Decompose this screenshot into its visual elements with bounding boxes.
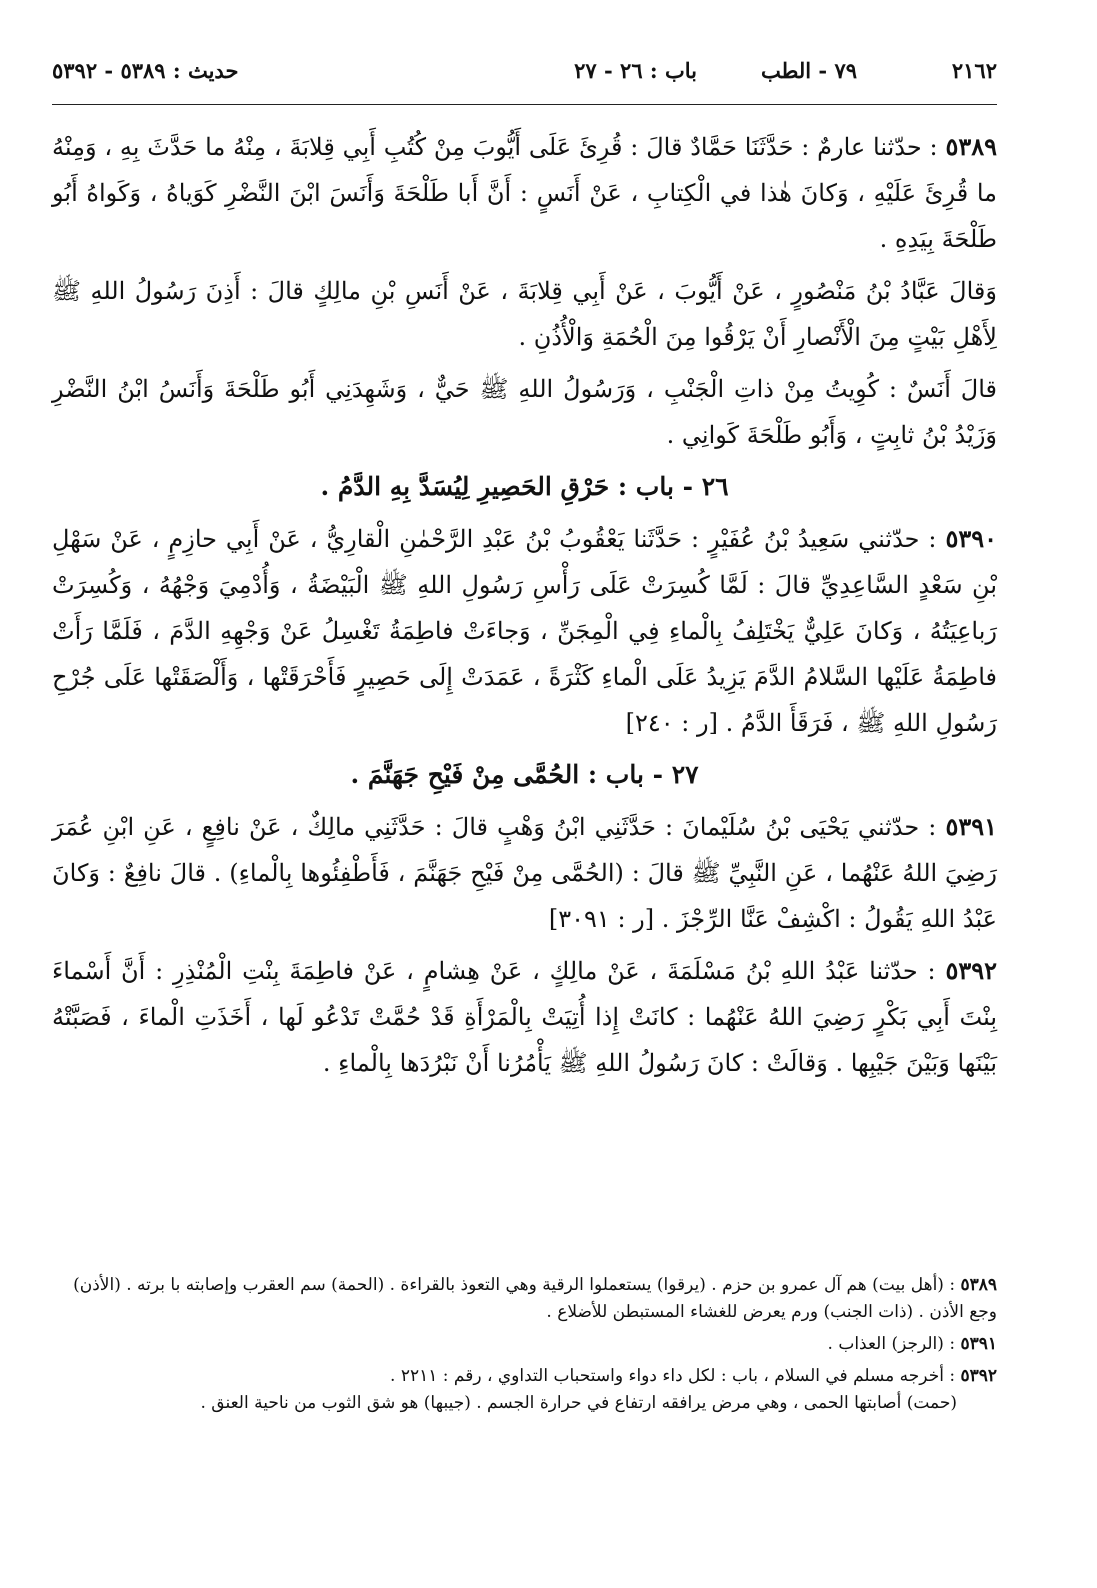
hadith-range: حديث : ٥٣٨٩ - ٥٣٩٢ <box>52 58 239 83</box>
main-text <box>52 124 997 1092</box>
footnote-text: : (أهل بيت) هم آل عمرو بن حزم . (يرقوا) يستعملوا الرقية وهي التعوذ بالقراءة . (الحمة) سم العقرب وإصابته با برته . (الأذن) وجع الأذن . (ذات الجنب) ورم يعرض للغشاء المستبطن للأضلاع . <box>73 1275 997 1322</box>
bab-range: باب : ٢٦ - ٢٧ <box>574 58 697 83</box>
footnotes <box>52 1272 997 1422</box>
hadith-number: ٥٣٨٩ <box>945 132 997 161</box>
footnote-text: : (الرجز) العذاب . <box>827 1334 956 1354</box>
hadith-5390 <box>52 516 997 746</box>
cross-reference: [ر : ٢٤٠] <box>625 709 718 737</box>
header-rule <box>52 104 997 105</box>
book-title: ٧٩ - الطب <box>761 58 857 83</box>
hadith-5389-para-3: قالَ أَنَسٌ : كُوِيتُ مِنْ ذاتِ الْجَنْبِ ، وَرَسُولُ اللهِ ﷺ حَيٌّ ، وَشَهِدَنِي أَبُو طَلْحَةَ وَأَنَسُ ابْنُ النَّضْرِ وَزَيْدُ بْنُ ثابِتٍ ، وَأَبُو طَلْحَةَ كَوانِي . <box>52 375 997 449</box>
chapter-heading-26: ٢٦ - باب : حَرْقِ الحَصِيرِ لِيُسَدَّ بِهِ الدَّمُ . <box>320 472 729 501</box>
footnote-number: ٥٣٩٢ <box>960 1366 997 1386</box>
footnote-5389 <box>52 1272 997 1326</box>
footnote-5391 <box>52 1331 997 1358</box>
footnote-text-continued: (حمت) أصابتها الحمى ، وهي مرض يرافقه ارتفاع في حرارة الجسم . (جيبها) هو شق الثوب من ناحية العنق . <box>200 1393 957 1413</box>
hadith-text: : حدّثني يَحْيَى بْنُ سُلَيْمانَ : حَدَّثَنِي ابْنُ وَهْبٍ قالَ : حَدَّثَنِي مالِكٌ ، عَنْ نافِعٍ ، عَنِ ابْنِ عُمَرَ رَضِيَ اللهُ عَنْهُما ، عَنِ النَّبِيِّ ﷺ قالَ : (الحُمَّى مِنْ فَيْحِ جَهَنَّمَ ، فَأَطْفِئُوها بِالْماءِ) . قالَ نافِعٌ : وَكانَ عَبْدُ اللهِ يَقُولُ : اكْشِفْ عَنَّا الرِّجْزَ . <box>52 813 997 933</box>
book-page <box>52 0 997 1588</box>
cross-reference: [ر : ٣٠٩١] <box>548 905 655 933</box>
hadith-5391 <box>52 804 997 942</box>
running-header <box>52 58 997 92</box>
hadith-5389-para-2: وَقالَ عَبَّادُ بْنُ مَنْصُورٍ ، عَنْ أَيُّوبَ ، عَنْ أَبِي قِلابَةَ ، عَنْ أَنَسِ بْنِ مالِكٍ قالَ : أَذِنَ رَسُولُ اللهِ ﷺ لِأَهْلِ بَيْتٍ مِنَ الْأَنْصارِ أَنْ يَرْقُوا مِنَ الْحُمَةِ وَالْأُذُنِ . <box>52 277 997 351</box>
hadith-text: : حدّثني سَعِيدُ بْنُ عُفَيْرٍ : حَدَّثَنا يَعْقُوبُ بْنُ عَبْدِ الرَّحْمٰنِ الْقارِيُّ ، عَنْ أَبِي حازِمٍ ، عَنْ سَهْلِ بْنِ سَعْدٍ السَّاعِدِيِّ قالَ : لَمَّا كُسِرَتْ عَلَى رَأْسِ رَسُولِ اللهِ ﷺ الْبَيْضَةُ ، وَأُدْمِيَ وَجْهُهُ ، وَكُسِرَتْ رَباعِيَتُهُ ، وَكانَ عَلِيٌّ يَخْتَلِفُ بِالْماءِ فِي الْمِجَنِّ ، وَجاءَتْ فاطِمَةُ تَغْسِلُ عَنْ وَجْهِهِ الدَّمَ ، فَلَمَّا رَأَتْ فاطِمَةُ عَلَيْها السَّلامُ الدَّمَ يَزِيدُ عَلَى الْماءِ كَثْرَةً ، عَمَدَتْ إِلَى حَصِيرٍ فَأَحْرَقَتْها ، وَأَلْصَقَتْها عَلَى جُرْحِ رَسُولِ اللهِ ﷺ ، فَرَقَأَ الدَّمُ . <box>52 525 998 737</box>
hadith-5392 <box>52 948 997 1086</box>
footnote-text: : أخرجه مسلم في السلام ، باب : لكل داء دواء واستحباب التداوي ، رقم : ٢٢١١ . <box>390 1366 956 1386</box>
footnote-number: ٥٣٩١ <box>960 1334 997 1354</box>
hadith-number: ٥٣٩١ <box>945 812 997 841</box>
hadith-number: ٥٣٩٢ <box>945 956 997 985</box>
chapter-heading-27: ٢٧ - باب : الحُمَّى مِنْ فَيْحِ جَهَنَّمَ . <box>350 760 699 789</box>
hadith-text: : حدّثنا عارمٌ : حَدَّثَنَا حَمَّادٌ قالَ : قُرِئَ عَلَى أَيُّوبَ مِنْ كُتُبِ أَبِي قِلابَةَ ، مِنْهُ ما حَدَّثَ بِهِ ، وَمِنْهُ ما قُرِئَ عَلَيْهِ ، وَكانَ هٰذا في الْكِتابِ ، عَنْ أَنَسٍ : أَنَّ أَبا طَلْحَةَ وَأَنَسَ ابْنَ النَّضْرِ كَوَياهُ ، وَكَواهُ أَبُو طَلْحَةَ بِيَدِهِ . <box>52 133 997 253</box>
hadith-5389 <box>52 124 997 262</box>
hadith-number: ٥٣٩٠ <box>945 524 997 553</box>
hadith-text: : حدّثنا عَبْدُ اللهِ بْنُ مَسْلَمَةَ ، عَنْ مالِكٍ ، عَنْ هِشامٍ ، عَنْ فاطِمَةَ بِنْتِ الْمُنْذِرِ : أَنَّ أَسْماءَ بِنْتَ أَبِي بَكْرٍ رَضِيَ اللهُ عَنْهُما : كانَتْ إِذا أُتِيَتْ بِالْمَرْأَةِ قَدْ حُمَّتْ تَدْعُو لَها ، أَخَذَتِ الْماءَ ، فَصَبَّتْهُ بَيْنَها وَبَيْنَ جَيْبِها . وَقالَتْ : كانَ رَسُولُ اللهِ ﷺ يَأْمُرُنا أَنْ نَبْرُدَها بِالْماءِ . <box>52 957 997 1077</box>
page-number: ٢١٦٢ <box>951 58 997 83</box>
footnote-5392 <box>52 1363 997 1417</box>
footnote-number: ٥٣٨٩ <box>960 1275 997 1295</box>
